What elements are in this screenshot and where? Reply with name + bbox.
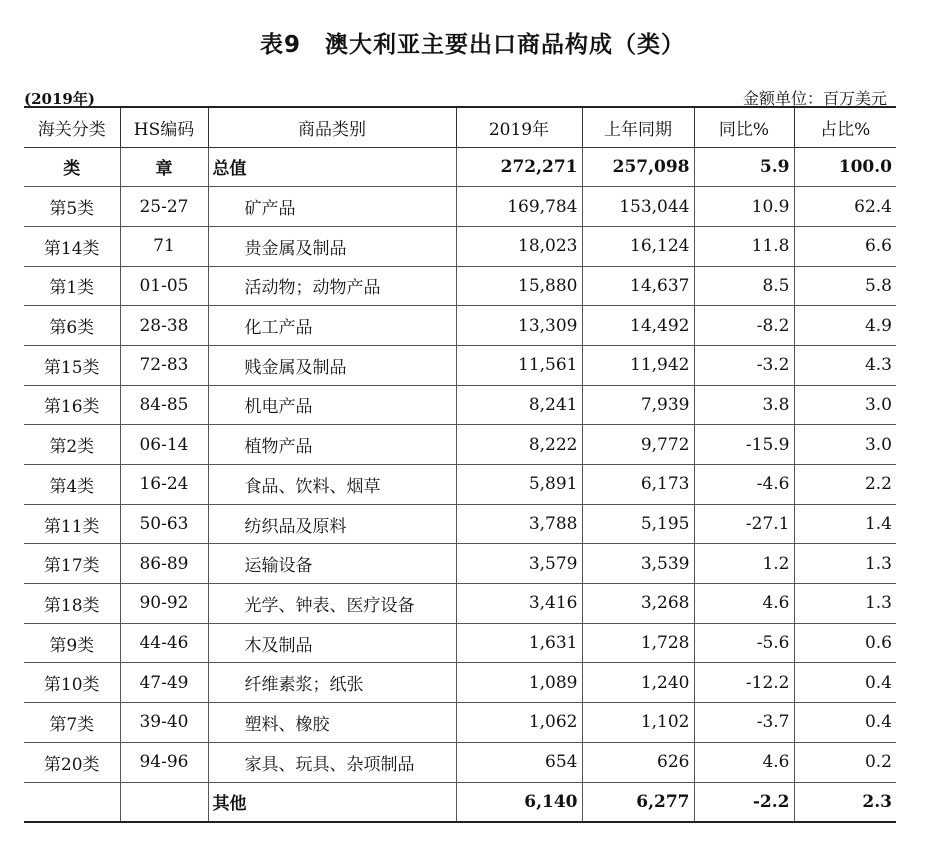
category-cell: 木及制品 [208, 623, 456, 663]
prior-year-cell: 11,942 [582, 345, 694, 385]
class-cell [24, 782, 120, 822]
share-cell: 62.4 [794, 187, 896, 227]
value-2019-cell: 5,891 [456, 465, 582, 505]
prior-year-cell: 5,195 [582, 504, 694, 544]
prior-year-cell: 6,173 [582, 465, 694, 505]
value-2019-cell: 6,140 [456, 782, 582, 822]
header-2019: 2019年 [456, 107, 582, 147]
category-cell: 化工产品 [208, 306, 456, 346]
share-cell: 0.6 [794, 623, 896, 663]
class-cell: 第18类 [24, 584, 120, 624]
category-cell: 塑料、橡胶 [208, 703, 456, 743]
table-title: 表9 澳大利亚主要出口商品构成（类） [259, 32, 685, 58]
yoy-cell: 5.9 [694, 147, 794, 187]
share-cell: 1.3 [794, 584, 896, 624]
yoy-cell: -4.6 [694, 465, 794, 505]
category-cell: 家具、玩具、杂项制品 [208, 742, 456, 782]
share-cell: 2.3 [794, 782, 896, 822]
class-cell: 第10类 [24, 663, 120, 703]
header-yoy: 同比% [694, 107, 794, 147]
table-row [24, 663, 896, 703]
table-row [24, 584, 896, 624]
hs-code-cell [120, 782, 208, 822]
yoy-cell: 4.6 [694, 742, 794, 782]
share-cell: 2.2 [794, 465, 896, 505]
yoy-cell: 10.9 [694, 187, 794, 227]
header-category: 商品类别 [208, 107, 456, 147]
yoy-cell: 11.8 [694, 226, 794, 266]
yoy-cell: -15.9 [694, 425, 794, 465]
value-2019-cell: 3,579 [456, 544, 582, 584]
class-cell: 第1类 [24, 266, 120, 306]
value-2019-cell: 18,023 [456, 226, 582, 266]
hs-code-cell: 47-49 [120, 663, 208, 703]
hs-code-cell: 71 [120, 226, 208, 266]
share-cell: 4.9 [794, 306, 896, 346]
share-cell: 0.4 [794, 703, 896, 743]
hs-code-cell: 章 [120, 147, 208, 187]
hs-code-cell: 86-89 [120, 544, 208, 584]
class-cell: 第4类 [24, 465, 120, 505]
yoy-cell: -3.7 [694, 703, 794, 743]
header-row [24, 107, 896, 147]
hs-code-cell: 06-14 [120, 425, 208, 465]
table-row [24, 703, 896, 743]
table-row [24, 504, 896, 544]
prior-year-cell: 3,539 [582, 544, 694, 584]
header-share: 占比% [794, 107, 896, 147]
yoy-cell: -27.1 [694, 504, 794, 544]
table-row [24, 544, 896, 584]
table-row [24, 147, 896, 187]
share-cell: 0.2 [794, 742, 896, 782]
value-2019-cell: 654 [456, 742, 582, 782]
hs-code-cell: 16-24 [120, 465, 208, 505]
class-cell: 第17类 [24, 544, 120, 584]
unit-label: 金额单位：百万美元 [742, 89, 887, 108]
share-cell: 4.3 [794, 345, 896, 385]
table-row [24, 623, 896, 663]
table-row [24, 226, 896, 266]
table-row [24, 782, 896, 822]
table-row [24, 385, 896, 425]
hs-code-cell: 90-92 [120, 584, 208, 624]
value-2019-cell: 13,309 [456, 306, 582, 346]
category-cell: 贱金属及制品 [208, 345, 456, 385]
yoy-cell: 4.6 [694, 584, 794, 624]
category-cell: 矿产品 [208, 187, 456, 227]
prior-year-cell: 7,939 [582, 385, 694, 425]
category-cell: 贵金属及制品 [208, 226, 456, 266]
share-cell: 6.6 [794, 226, 896, 266]
prior-year-cell: 1,102 [582, 703, 694, 743]
value-2019-cell: 272,271 [456, 147, 582, 187]
class-cell: 第6类 [24, 306, 120, 346]
yoy-cell: -3.2 [694, 345, 794, 385]
share-cell: 3.0 [794, 385, 896, 425]
class-cell: 第15类 [24, 345, 120, 385]
prior-year-cell: 3,268 [582, 584, 694, 624]
hs-code-cell: 39-40 [120, 703, 208, 743]
hs-code-cell: 44-46 [120, 623, 208, 663]
category-cell: 总值 [208, 147, 456, 187]
class-cell: 第20类 [24, 742, 120, 782]
hs-code-cell: 28-38 [120, 306, 208, 346]
category-cell: 纤维素浆；纸张 [208, 663, 456, 703]
hs-code-cell: 94-96 [120, 742, 208, 782]
category-cell: 活动物；动物产品 [208, 266, 456, 306]
table-row [24, 187, 896, 227]
share-cell: 3.0 [794, 425, 896, 465]
category-cell: 光学、钟表、医疗设备 [208, 584, 456, 624]
class-cell: 第7类 [24, 703, 120, 743]
prior-year-cell: 257,098 [582, 147, 694, 187]
hs-code-cell: 50-63 [120, 504, 208, 544]
yoy-cell: 3.8 [694, 385, 794, 425]
hs-code-cell: 01-05 [120, 266, 208, 306]
table-row [24, 465, 896, 505]
prior-year-cell: 1,728 [582, 623, 694, 663]
class-cell: 第14类 [24, 226, 120, 266]
share-cell: 0.4 [794, 663, 896, 703]
hs-code-cell: 84-85 [120, 385, 208, 425]
value-2019-cell: 3,788 [456, 504, 582, 544]
header-prior-year: 上年同期 [582, 107, 694, 147]
category-cell: 食品、饮料、烟草 [208, 465, 456, 505]
yoy-cell: 1.2 [694, 544, 794, 584]
table-row [24, 742, 896, 782]
value-2019-cell: 1,089 [456, 663, 582, 703]
value-2019-cell: 15,880 [456, 266, 582, 306]
class-cell: 类 [24, 147, 120, 187]
yoy-cell: -12.2 [694, 663, 794, 703]
value-2019-cell: 1,062 [456, 703, 582, 743]
class-cell: 第9类 [24, 623, 120, 663]
yoy-cell: -2.2 [694, 782, 794, 822]
prior-year-cell: 14,492 [582, 306, 694, 346]
header-hs-code: HS编码 [120, 107, 208, 147]
prior-year-cell: 153,044 [582, 187, 694, 227]
prior-year-cell: 9,772 [582, 425, 694, 465]
table-row [24, 345, 896, 385]
class-cell: 第16类 [24, 385, 120, 425]
header-customs-class: 海关分类 [24, 107, 120, 147]
prior-year-cell: 6,277 [582, 782, 694, 822]
value-2019-cell: 8,222 [456, 425, 582, 465]
category-cell: 植物产品 [208, 425, 456, 465]
table-row [24, 266, 896, 306]
yoy-cell: -5.6 [694, 623, 794, 663]
share-cell: 1.4 [794, 504, 896, 544]
yoy-cell: 8.5 [694, 266, 794, 306]
category-cell: 运输设备 [208, 544, 456, 584]
yoy-cell: -8.2 [694, 306, 794, 346]
export-composition-table [24, 106, 896, 823]
class-cell: 第2类 [24, 425, 120, 465]
prior-year-cell: 626 [582, 742, 694, 782]
table-row [24, 425, 896, 465]
class-cell: 第11类 [24, 504, 120, 544]
value-2019-cell: 169,784 [456, 187, 582, 227]
share-cell: 100.0 [794, 147, 896, 187]
value-2019-cell: 3,416 [456, 584, 582, 624]
prior-year-cell: 16,124 [582, 226, 694, 266]
prior-year-cell: 1,240 [582, 663, 694, 703]
value-2019-cell: 1,631 [456, 623, 582, 663]
value-2019-cell: 11,561 [456, 345, 582, 385]
table-row [24, 306, 896, 346]
class-cell: 第5类 [24, 187, 120, 227]
year-label: (2019年) [24, 90, 95, 108]
value-2019-cell: 8,241 [456, 385, 582, 425]
category-cell: 机电产品 [208, 385, 456, 425]
category-cell: 其他 [208, 782, 456, 822]
category-cell: 纺织品及原料 [208, 504, 456, 544]
hs-code-cell: 25-27 [120, 187, 208, 227]
share-cell: 5.8 [794, 266, 896, 306]
hs-code-cell: 72-83 [120, 345, 208, 385]
share-cell: 1.3 [794, 544, 896, 584]
prior-year-cell: 14,637 [582, 266, 694, 306]
